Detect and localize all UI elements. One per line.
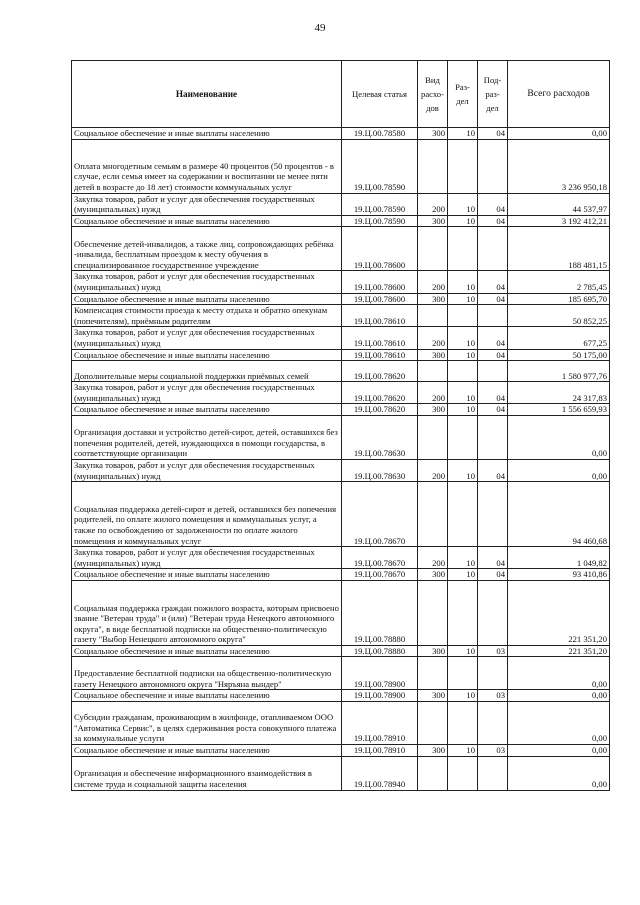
row-name: Организация доставки и устройство детей-сирот, детей, оставшихся без попечения родителей, детей, нуждающихся в помощи государства, в соответствующие организации	[72, 415, 342, 459]
table-row	[72, 227, 610, 271]
table-row	[72, 459, 610, 481]
header-expense-type: Вид расхо-дов	[418, 61, 448, 128]
row-target-article: 19.Ц.00.78620	[342, 361, 418, 382]
row-target-article: 19.Ц.00.78900	[342, 657, 418, 690]
row-subsection	[478, 657, 508, 690]
row-subsection: 04	[478, 547, 508, 569]
row-name: Дополнительные меры социальной поддержки приёмных семей	[72, 361, 342, 382]
row-amount: 1 580 977,76	[508, 361, 610, 382]
row-amount: 0,00	[508, 745, 610, 757]
row-section: 10	[448, 645, 478, 657]
row-expense-type: 300	[418, 690, 448, 702]
row-target-article: 19.Ц.00.78630	[342, 415, 418, 459]
row-expense-type	[418, 580, 448, 645]
row-expense-type	[418, 702, 448, 745]
table-body	[72, 128, 610, 791]
row-section: 10	[448, 327, 478, 349]
row-amount: 221 351,20	[508, 645, 610, 657]
table-row	[72, 293, 610, 305]
row-section: 10	[448, 547, 478, 569]
row-subsection	[478, 482, 508, 547]
row-name: Социальное обеспечение и иные выплаты населению	[72, 745, 342, 757]
table-row	[72, 404, 610, 416]
row-subsection: 03	[478, 690, 508, 702]
row-expense-type	[418, 657, 448, 690]
row-name: Компенсация стоимости проезда к месту отдыха и обратно опекунам (попечителям), приёмным родителям	[72, 305, 342, 327]
table-row	[72, 327, 610, 349]
row-name: Предоставление бесплатной подписки на общественно-политическую газету Ненецкого автономного округа "Няръяна вындер"	[72, 657, 342, 690]
row-target-article: 19.Ц.00.78620	[342, 404, 418, 416]
row-section	[448, 756, 478, 790]
row-amount: 50 175,00	[508, 349, 610, 361]
row-target-article: 19.Ц.00.78940	[342, 756, 418, 790]
table-row	[72, 756, 610, 790]
row-subsection	[478, 305, 508, 327]
row-name: Социальное обеспечение и иные выплаты населению	[72, 293, 342, 305]
row-amount: 677,25	[508, 327, 610, 349]
row-target-article: 19.Ц.00.78590	[342, 139, 418, 193]
row-expense-type	[418, 415, 448, 459]
row-target-article: 19.Ц.00.78900	[342, 690, 418, 702]
row-name: Социальное обеспечение и иные выплаты населению	[72, 645, 342, 657]
row-target-article: 19.Ц.00.78600	[342, 227, 418, 271]
row-amount: 0,00	[508, 415, 610, 459]
row-section: 10	[448, 271, 478, 293]
row-amount: 1 556 659,93	[508, 404, 610, 416]
table-row	[72, 580, 610, 645]
row-name: Закупка товаров, работ и услуг для обеспечения государственных (муниципальных) нужд	[72, 382, 342, 404]
row-expense-type: 200	[418, 193, 448, 215]
row-amount: 2 785,45	[508, 271, 610, 293]
row-amount: 185 695,70	[508, 293, 610, 305]
budget-table	[71, 60, 610, 791]
row-name: Закупка товаров, работ и услуг для обеспечения государственных (муниципальных) нужд	[72, 327, 342, 349]
row-name: Социальное обеспечение и иные выплаты населению	[72, 404, 342, 416]
row-subsection: 04	[478, 569, 508, 581]
row-subsection: 04	[478, 382, 508, 404]
row-amount: 50 852,25	[508, 305, 610, 327]
row-name: Социальная поддержка детей-сирот и детей, оставшихся без попечения родителей, по оплате жилого помещения и коммунальных услуг, а также по освобождению от задолженности по оплате жилого помещения и коммунальных услуг	[72, 482, 342, 547]
row-name: Социальное обеспечение и иные выплаты населению	[72, 690, 342, 702]
row-expense-type: 300	[418, 569, 448, 581]
row-amount: 188 481,15	[508, 227, 610, 271]
row-subsection: 03	[478, 645, 508, 657]
row-name: Закупка товаров, работ и услуг для обеспечения государственных (муниципальных) нужд	[72, 193, 342, 215]
row-target-article: 19.Ц.00.78910	[342, 702, 418, 745]
row-target-article: 19.Ц.00.78620	[342, 382, 418, 404]
row-expense-type: 200	[418, 547, 448, 569]
row-section: 10	[448, 349, 478, 361]
table-row	[72, 215, 610, 227]
row-expense-type	[418, 756, 448, 790]
table-row	[72, 482, 610, 547]
row-amount: 0,00	[508, 690, 610, 702]
row-subsection: 04	[478, 128, 508, 140]
table-row	[72, 690, 610, 702]
row-section	[448, 361, 478, 382]
row-target-article: 19.Ц.00.78880	[342, 580, 418, 645]
row-expense-type: 300	[418, 128, 448, 140]
row-section	[448, 580, 478, 645]
table-row	[72, 139, 610, 193]
header-total-expenses: Всего расходов	[508, 61, 610, 128]
row-expense-type: 300	[418, 349, 448, 361]
row-section: 10	[448, 128, 478, 140]
row-name: Субсидии гражданам, проживающим в жилфонде, отапливаемом ООО "Автоматика Сервис", в целях сдерживания роста совокупного платежа за коммунальные услуги	[72, 702, 342, 745]
row-subsection	[478, 702, 508, 745]
table-row	[72, 547, 610, 569]
row-target-article: 19.Ц.00.78580	[342, 128, 418, 140]
row-expense-type: 200	[418, 271, 448, 293]
page-number: 49	[314, 22, 326, 34]
row-name: Закупка товаров, работ и услуг для обеспечения государственных (муниципальных) нужд	[72, 459, 342, 481]
row-target-article: 19.Ц.00.78670	[342, 569, 418, 581]
row-expense-type: 200	[418, 327, 448, 349]
row-subsection: 04	[478, 327, 508, 349]
row-amount: 93 410,86	[508, 569, 610, 581]
row-section: 10	[448, 193, 478, 215]
row-target-article: 19.Ц.00.78670	[342, 482, 418, 547]
row-subsection: 04	[478, 215, 508, 227]
row-target-article: 19.Ц.00.78600	[342, 293, 418, 305]
row-name: Социальное обеспечение и иные выплаты населению	[72, 128, 342, 140]
row-target-article: 19.Ц.00.78590	[342, 215, 418, 227]
row-amount: 3 192 412,21	[508, 215, 610, 227]
row-amount: 0,00	[508, 657, 610, 690]
table-row	[72, 128, 610, 140]
row-amount: 0,00	[508, 756, 610, 790]
row-subsection	[478, 756, 508, 790]
header-target-article: Целевая статья	[342, 61, 418, 128]
row-section: 10	[448, 569, 478, 581]
table-row	[72, 745, 610, 757]
row-subsection	[478, 361, 508, 382]
row-section: 10	[448, 215, 478, 227]
row-expense-type: 200	[418, 459, 448, 481]
table-row	[72, 305, 610, 327]
row-name: Оплата многодетным семьям в размере 40 процентов (50 процентов - в случае, если семья имеет на содержании и воспитании не менее пяти детей в возрасте до 18 лет) стоимости коммунальных услуг	[72, 139, 342, 193]
row-target-article: 19.Ц.00.78590	[342, 193, 418, 215]
row-subsection	[478, 139, 508, 193]
row-name: Закупка товаров, работ и услуг для обеспечения государственных (муниципальных) нужд	[72, 547, 342, 569]
row-expense-type	[418, 305, 448, 327]
row-amount: 3 236 950,18	[508, 139, 610, 193]
row-target-article: 19.Ц.00.78610	[342, 327, 418, 349]
row-amount: 44 537,97	[508, 193, 610, 215]
row-name: Социальное обеспечение и иные выплаты населению	[72, 215, 342, 227]
row-subsection: 04	[478, 271, 508, 293]
row-target-article: 19.Ц.00.78600	[342, 271, 418, 293]
row-expense-type: 300	[418, 645, 448, 657]
row-target-article: 19.Ц.00.78610	[342, 349, 418, 361]
row-section	[448, 227, 478, 271]
row-amount: 94 460,68	[508, 482, 610, 547]
row-section: 10	[448, 459, 478, 481]
row-section: 10	[448, 745, 478, 757]
row-subsection: 04	[478, 404, 508, 416]
row-target-article: 19.Ц.00.78670	[342, 547, 418, 569]
row-expense-type: 300	[418, 745, 448, 757]
table-row	[72, 702, 610, 745]
row-section	[448, 305, 478, 327]
row-section	[448, 702, 478, 745]
row-amount: 1 049,82	[508, 547, 610, 569]
table-row	[72, 645, 610, 657]
row-target-article: 19.Ц.00.78910	[342, 745, 418, 757]
row-name: Организация и обеспечение информационного взаимодействия в системе труда и социальной защиты населения	[72, 756, 342, 790]
header-section: Раз-дел	[448, 61, 478, 128]
row-expense-type: 300	[418, 404, 448, 416]
row-subsection: 04	[478, 293, 508, 305]
row-section: 10	[448, 293, 478, 305]
table-row	[72, 349, 610, 361]
row-amount: 0,00	[508, 459, 610, 481]
row-subsection: 04	[478, 349, 508, 361]
row-name: Социальное обеспечение и иные выплаты населению	[72, 349, 342, 361]
row-subsection: 04	[478, 193, 508, 215]
row-expense-type: 300	[418, 215, 448, 227]
row-subsection: 04	[478, 459, 508, 481]
row-amount: 221 351,20	[508, 580, 610, 645]
row-subsection	[478, 580, 508, 645]
row-name: Социальная поддержка граждан пожилого возраста, которым присвоено звание "Ветеран труда" и (или) "Ветеран труда Ненецкого автономного округа", в виде бесплатной подписки на общественно-политическую газету "Выбор Ненецкого автономного округа"	[72, 580, 342, 645]
table-row	[72, 271, 610, 293]
table-row	[72, 382, 610, 404]
row-name: Социальное обеспечение и иные выплаты населению	[72, 569, 342, 581]
row-expense-type	[418, 227, 448, 271]
table-row	[72, 415, 610, 459]
table-header-row	[72, 61, 610, 128]
row-expense-type: 300	[418, 293, 448, 305]
row-name: Закупка товаров, работ и услуг для обеспечения государственных (муниципальных) нужд	[72, 271, 342, 293]
row-section: 10	[448, 404, 478, 416]
row-expense-type: 200	[418, 382, 448, 404]
row-expense-type	[418, 139, 448, 193]
row-target-article: 19.Ц.00.78630	[342, 459, 418, 481]
row-expense-type	[418, 361, 448, 382]
row-target-article: 19.Ц.00.78880	[342, 645, 418, 657]
row-name: Обеспечение детей-инвалидов, а также лиц, сопровождающих ребёнка -инвалида, бесплатным проездом к месту обучения в специализированное государственное учреждение	[72, 227, 342, 271]
header-name: Наименование	[72, 61, 342, 128]
row-subsection: 03	[478, 745, 508, 757]
row-amount: 0,00	[508, 702, 610, 745]
row-section	[448, 657, 478, 690]
table-row	[72, 361, 610, 382]
row-subsection	[478, 227, 508, 271]
row-expense-type	[418, 482, 448, 547]
row-section: 10	[448, 690, 478, 702]
row-section	[448, 415, 478, 459]
row-section	[448, 482, 478, 547]
row-amount: 0,00	[508, 128, 610, 140]
table-row	[72, 657, 610, 690]
table-row	[72, 193, 610, 215]
row-subsection	[478, 415, 508, 459]
header-subsection: Под-раз-дел	[478, 61, 508, 128]
row-amount: 24 317,83	[508, 382, 610, 404]
row-target-article: 19.Ц.00.78610	[342, 305, 418, 327]
table-row	[72, 569, 610, 581]
row-section	[448, 139, 478, 193]
row-section: 10	[448, 382, 478, 404]
